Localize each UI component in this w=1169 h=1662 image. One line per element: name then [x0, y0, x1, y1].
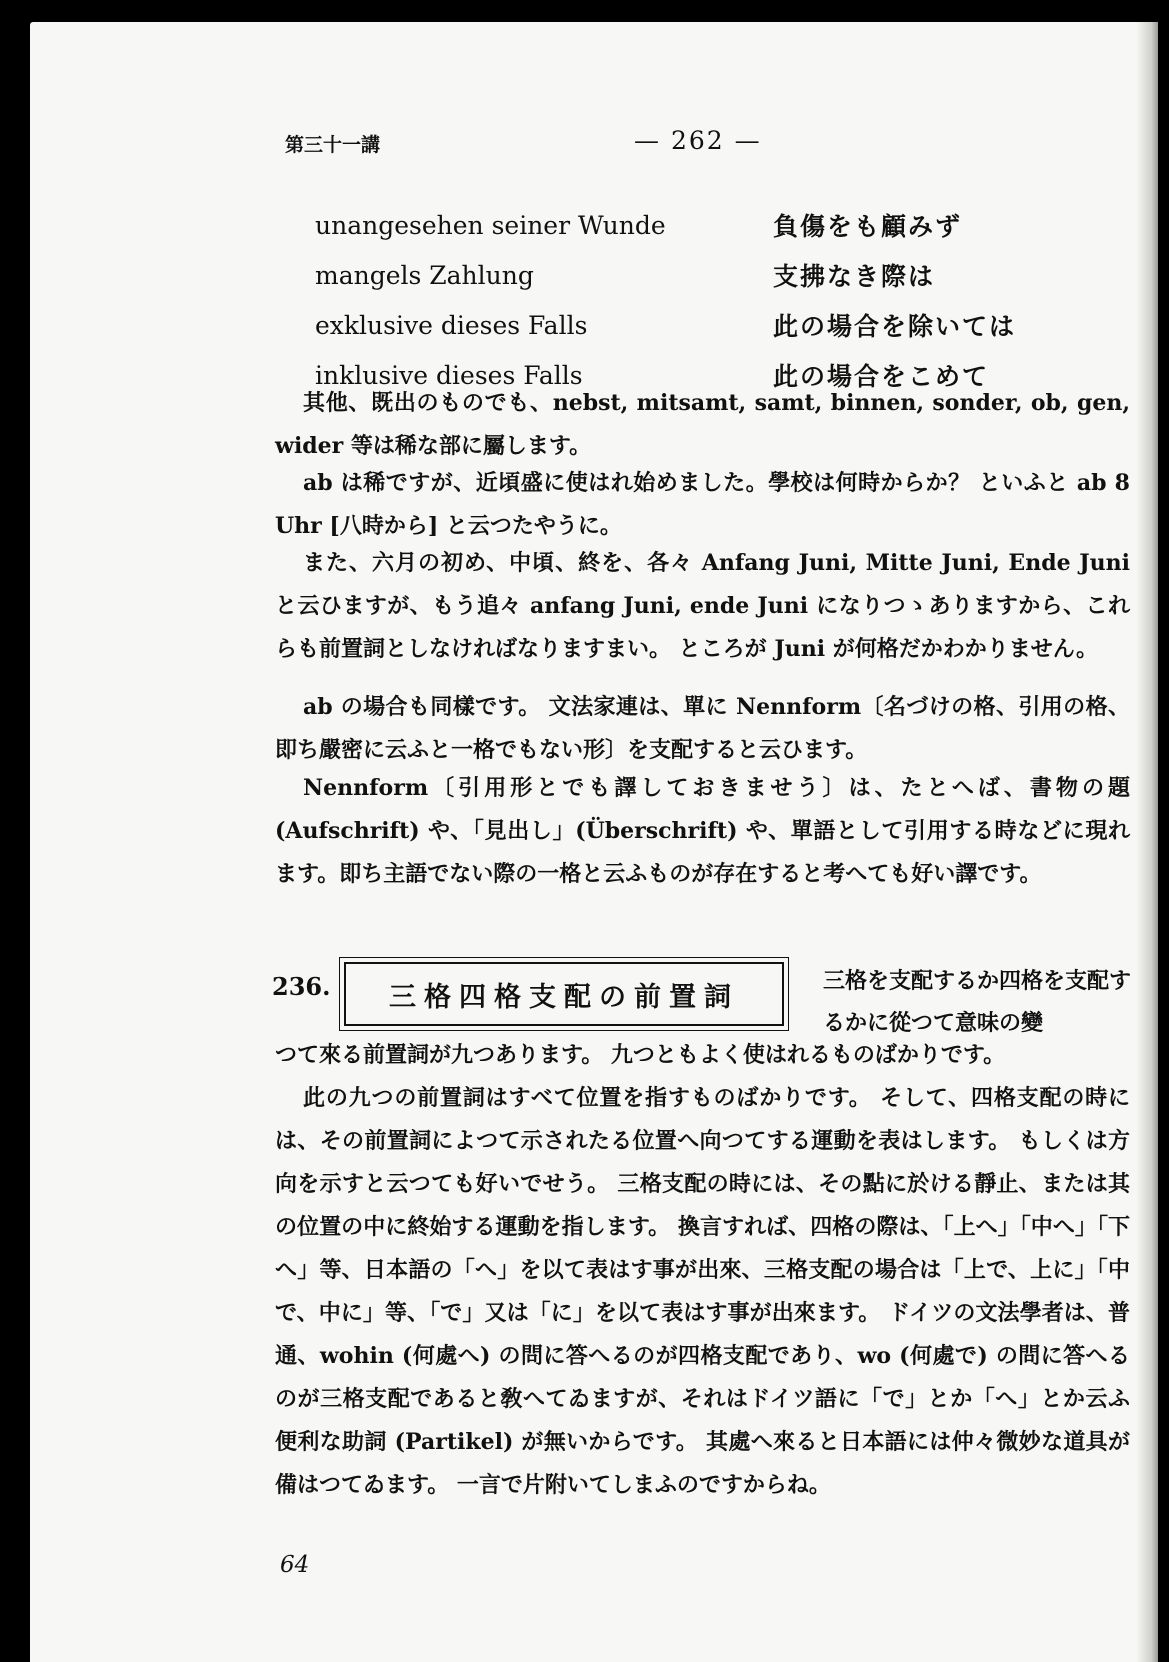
german-phrase: inklusive dieses Falls [315, 360, 583, 390]
section-body: 此の九つの前置詞はすべて位置を指すものばかりです。 そして、四格支配の時には、その前置詞によつて示されたる位置へ向つてする運動を表はします。 もしくは方向を示すと云つても好いでせう。 三格支配の時には、その點に於ける靜止、または其の位置の中に終始する運動を指します。 換言すれば、四格の際は、「上へ」「中へ」「下へ」等、日本語の「へ」を以て表はす事が出來、三格支配の場合は「上で、上に」「中で、中に」等、「で」又は「に」を以て表はす事が出來ます。 ドイツの文法學者は、普通、wohin (何處へ) の問に答へるのが四格支配であり、wo (何處で) の問に答へるのが三格支配であると敎へてゐますが、それはドイツ語に「で」とか「へ」とか云ふ便利な助詞 (Partikel) が無いからです。 其處へ來ると日本語には仲々微妙な道具が備はつてゐます。 一言で片附いてしまふのですからね。 [275, 1085, 1130, 1498]
phrase-pair [315, 200, 1075, 250]
section-title: 三格四格支配の前置詞 [389, 981, 739, 1013]
german-phrase: unangesehen seiner Wunde [315, 210, 666, 240]
phrase-pair [315, 250, 1075, 300]
phrase-pair [315, 300, 1075, 350]
german-phrase: exklusive dieses Falls [315, 310, 588, 340]
paragraph-other-prepositions: 其他、既出のものでも、nebst, mitsamt, samt, binnen, sonder, ob, gen, wider 等は稀な部に屬します。 [275, 390, 1130, 459]
german-phrase: mangels Zahlung [315, 260, 534, 290]
japanese-translation: 支拂なき際は [773, 262, 936, 291]
book-page [30, 22, 1158, 1662]
paragraph-ab: ab は稀ですが、近頃盛に使はれ始めました。學校は何時からか？ といふと ab 8 Uhr [八時から] と云つたやうに。 [275, 470, 1130, 539]
section-number: 236. [272, 972, 331, 1001]
paragraph-nennform: ab の場合も同樣です。 文法家連は、單に Nennform〔名づけの格、引用の格、即ち嚴密に云ふと一格でもない形〕を支配すると云ひます。 [275, 694, 1130, 763]
paragraph-nennform-explained: Nennform〔引用形とでも譯しておきませう〕は、たとへば、書物の題 (Aufschrift) や、「見出し」(Überschrift) や、單語として引用する時などに現れます。即ち主語でない際の一格と云ふものが存在すると考へても好い譯です。 [275, 775, 1130, 887]
japanese-translation: 此の場合をこめて [773, 362, 990, 391]
japanese-translation: 此の場合を除いては [773, 312, 1017, 341]
folio-number: 64 [280, 1552, 310, 1578]
phrase-list [315, 200, 1075, 400]
running-head: 第三十一講 [285, 134, 381, 156]
section-title-box [344, 962, 784, 1026]
page-edge-shadow [1136, 22, 1158, 1662]
japanese-translation: 負傷をも顧みず [773, 212, 963, 241]
page-number: — 262 — [634, 126, 762, 155]
section-side-text: 三格を支配するか四格を支配するかに從つて意味の變 [823, 968, 1132, 1036]
paragraph-juni: また、六月の初め、中頃、終を、各々 Anfang Juni, Mitte Juni, Ende Juni と云ひますが、もう追々 anfang Juni, ende Juni になりつゝありますから、これらも前置詞としなければなりますまい。 ところが Juni が何格だかわかりません。 [275, 550, 1130, 662]
section-continuation: つて來る前置詞が九つあります。 九つともよく使はれるものばかりです。 [275, 1042, 1006, 1068]
